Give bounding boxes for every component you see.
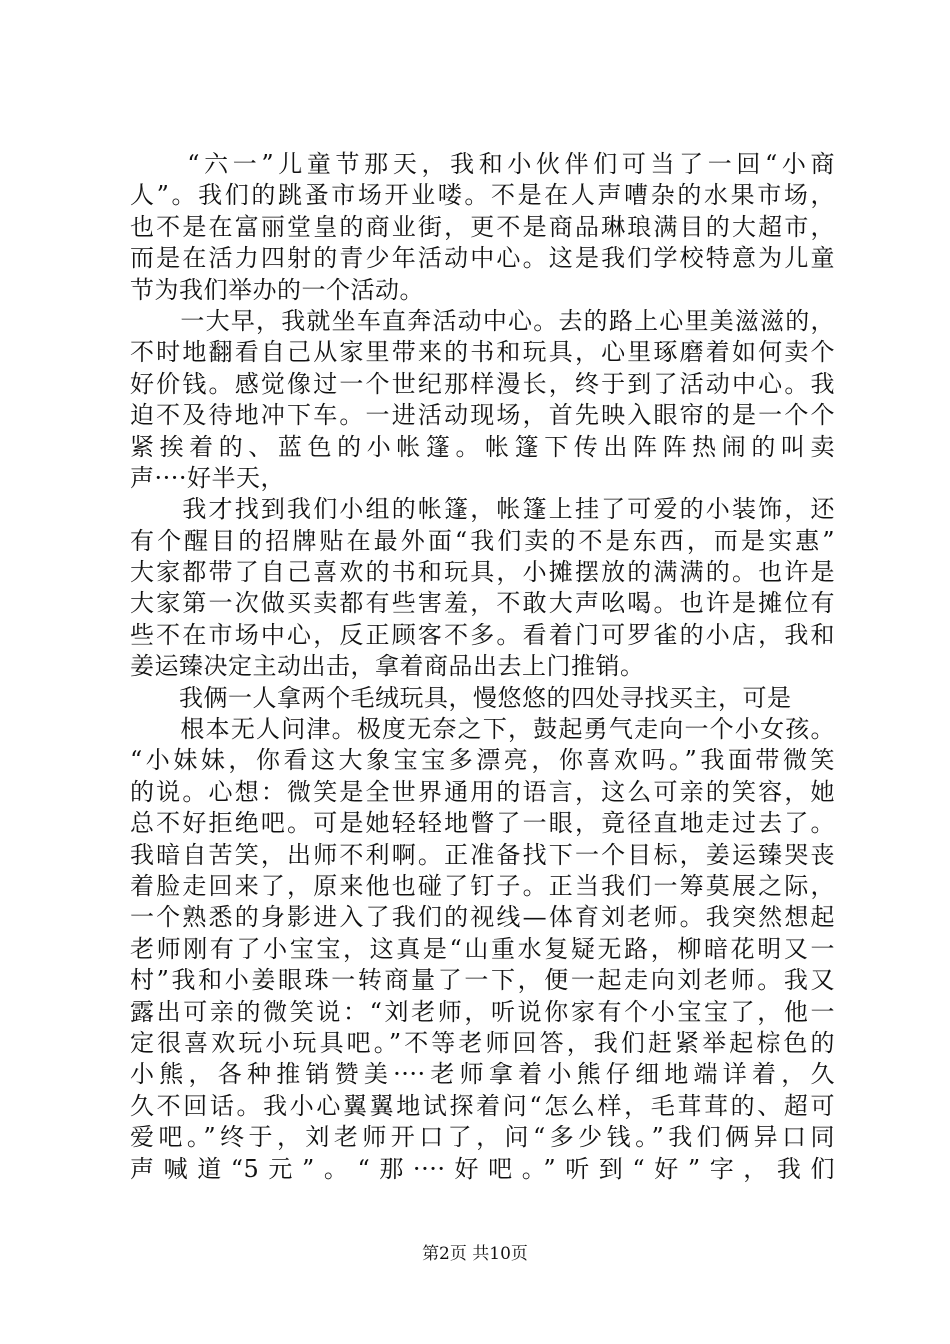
text-line: 定很喜欢玩小玩具吧。”不等老师回答，我们赶紧举起棕色的 xyxy=(130,1028,835,1057)
text-line: 露出可亲的微笑说：“刘老师，听说你家有个小宝宝了，他一 xyxy=(130,997,835,1026)
text-line: 迫不及待地冲下车。一进活动现场，首先映入眼帘的是一个个 xyxy=(130,401,835,430)
text-line: 我才找到我们小组的帐篷，帐篷上挂了可爱的小装饰，还 xyxy=(130,495,835,524)
text-line: 一个熟悉的身影进入了我们的视线—体育刘老师。我突然想起 xyxy=(130,903,835,932)
body-text xyxy=(130,149,835,1185)
text-line: 也不是在富丽堂皇的商业街，更不是商品琳琅满目的大超市， xyxy=(130,212,835,241)
text-line: 我俩一人拿两个毛绒玩具，慢悠悠的四处寻找买主，可是 xyxy=(130,683,792,712)
text-line: 节为我们举办的一个活动。 xyxy=(130,275,424,304)
text-line: “六一”儿童节那天，我和小伙伴们可当了一回“小商 xyxy=(130,150,835,178)
text-line: 老师刚有了小宝宝，这真是“山重水复疑无路，柳暗花明又一 xyxy=(130,934,835,963)
text-line: 有个醒目的招牌贴在最外面“我们卖的不是东西，而是实惠” xyxy=(130,526,835,555)
text-line: 声····好半天， xyxy=(130,463,286,492)
text-line: 小熊，各种推销赞美····老师拿着小熊仔细地端详着，久 xyxy=(130,1060,835,1089)
text-line: 而是在活力四射的青少年活动中心。这是我们学校特意为儿童 xyxy=(130,244,835,273)
text-line: 一大早，我就坐车直奔活动中心。去的路上心里美滋滋的， xyxy=(130,306,835,335)
text-line: 不时地翻看自己从家里带来的书和玩具，心里琢磨着如何卖个 xyxy=(130,338,835,367)
text-line: 大家第一次做买卖都有些害羞，不敢大声吆喝。也许是摊位有 xyxy=(130,589,835,618)
text-line: 的说。心想：微笑是全世界通用的语言，这么可亲的笑容，她 xyxy=(130,777,835,806)
text-line: 总不好拒绝吧。可是她轻轻地瞥了一眼，竟径直地走过去了。 xyxy=(130,809,835,838)
text-line: 久不回话。我小心翼翼地试探着问“怎么样，毛茸茸的、超可 xyxy=(130,1091,835,1120)
text-line: 根本无人问津。极度无奈之下，鼓起勇气走向一个小女孩。 xyxy=(130,715,835,744)
text-line: 些不在市场中心，反正顾客不多。看着门可罗雀的小店，我和 xyxy=(130,620,835,649)
text-line: 大家都带了自己喜欢的书和玩具，小摊摆放的满满的。也许是 xyxy=(130,558,835,587)
text-line: 人”。我们的跳蚤市场开业喽。不是在人声嘈杂的水果市场， xyxy=(130,181,835,210)
text-line: 姜运臻决定主动出击，拿着商品出去上门推销。 xyxy=(130,652,645,681)
text-line: 好价钱。感觉像过一个世纪那样漫长，终于到了活动中心。我 xyxy=(130,369,835,398)
text-line: 村”我和小姜眼珠一转商量了一下，便一起走向刘老师。我又 xyxy=(130,966,835,995)
text-line: 紧挨着的、蓝色的小帐篷。帐篷下传出阵阵热闹的叫卖 xyxy=(130,432,835,461)
text-line: 着脸走回来了，原来他也碰了钉子。正当我们一筹莫展之际， xyxy=(130,871,835,900)
text-line: 声喊道“5元”。“那····好吧。”听到“好”字，我们 xyxy=(130,1154,835,1183)
text-line: “小妹妹，你看这大象宝宝多漂亮，你喜欢吗。”我面带微笑 xyxy=(130,746,835,775)
page-footer: 第2页 共10页 xyxy=(422,1244,528,1264)
text-line: 爱吧。”终于，刘老师开口了，问“多少钱。”我们俩异口同 xyxy=(130,1123,835,1152)
text-line: 我暗自苦笑，出师不利啊。正准备找下一个目标，姜运臻哭丧 xyxy=(130,840,835,869)
